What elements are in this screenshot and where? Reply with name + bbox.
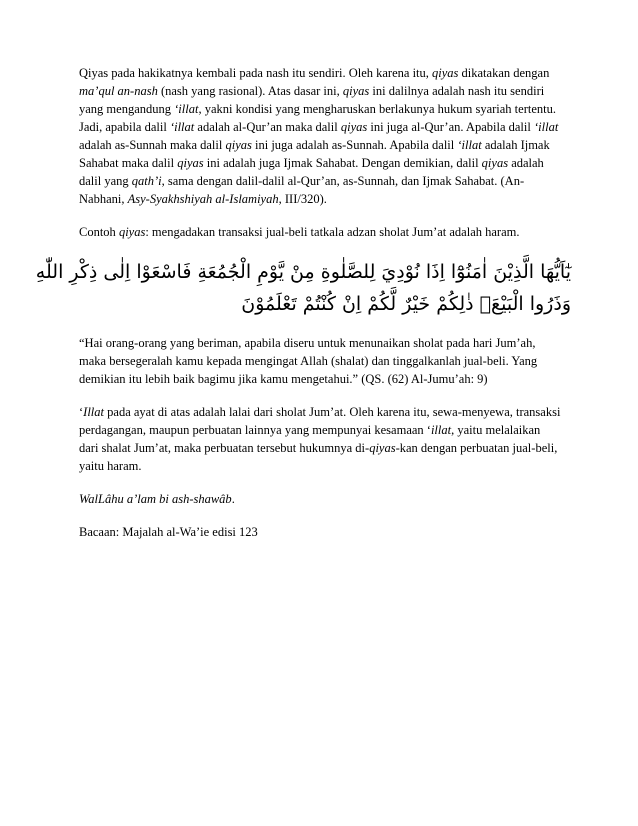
text-span: ini dalilnya adalah nash itu sendiri yang mengandung (79, 84, 545, 116)
italic-term: ‘illat (533, 120, 559, 134)
italic-term: ‘illat (457, 138, 482, 152)
italic-term: qiyas (369, 441, 396, 455)
arabic-verse-line-1: يٰٓاَيُّهَا الَّذِيْنَ اٰمَنُوْٓا اِذَا نُوْدِيَ لِلصَّلٰوةِ مِنْ يَّوْمِ الْجُمُعَةِ فَاسْعَوْا اِلٰى ذِكْرِ اللّٰهِ (35, 261, 571, 283)
text-span: , sama dengan dalil-dalil al-Qur’an, as-Sunnah, dan Ijmak Sahabat. (An-Nabhani, (79, 174, 525, 206)
text-span: ini juga al-Qur’an. Apabila dalil (367, 120, 534, 134)
italic-term: qath’i (131, 174, 162, 188)
italic-term: qiyas (225, 138, 252, 152)
text-span: Qiyas pada hakikatnya kembali pada nash itu sendiri. Oleh karena itu, (79, 66, 433, 80)
italic-term: qiyas (481, 156, 509, 170)
text-span: , yaitu melalaikan dari shalat Jum’at, maka perbuatan tersebut hukumnya di- (79, 423, 541, 455)
text-span: adalah al-Qur’an maka dalil (194, 120, 341, 134)
text-span: adalah as-Sunnah maka dalil (79, 138, 226, 152)
italic-term: ma’qul an-nash (79, 84, 158, 98)
closing-italic: WalLâhu a’lam bi ash-shawâb (79, 492, 232, 506)
italic-term: qiyas (340, 120, 368, 134)
text-span: adalah dalil yang (79, 156, 544, 188)
italic-term: ‘illat (174, 102, 199, 116)
text-span: , III/320). (278, 192, 327, 206)
text-span: ‘ (79, 405, 84, 419)
text-span: ini adalah juga Ijmak Sahabat. Dengan demikian, dalil (203, 156, 482, 170)
paragraph-qiyas-example (79, 223, 561, 241)
italic-term: qiyas (118, 225, 146, 239)
italic-term: Asy-Syakhshiyah al-Islamiyah (127, 192, 279, 206)
paragraph-illat-application (79, 403, 561, 475)
text-span: adalah Ijmak Sahabat maka dalil (79, 138, 550, 170)
arabic-verse (35, 256, 571, 320)
text-span: ini juga adalah as-Sunnah. Apabila dalil (251, 138, 458, 152)
italic-term: qiyas (177, 156, 204, 170)
italic-term: illat (430, 423, 452, 437)
text-span: : mengadakan transaksi jual-beli tatkala adzan sholat Jum’at adalah haram. (145, 225, 520, 239)
italic-term: Illat (83, 405, 105, 419)
italic-term: ‘illat (169, 120, 195, 134)
text-span: , yakni kondisi yang mengharuskan berlakunya hukum syariah tertentu. Jadi, apabila dalil (79, 102, 556, 134)
text-span: pada ayat di atas adalah lalai dari sholat Jum’at. Oleh karena itu, sewa-menyewa, transaksi perdagangan, maupun perbuatan lainnya yang mempunyai kesamaan ‘ (79, 405, 561, 437)
arabic-verse-line-2: وَذَرُوا الْبَيْعَۗ ذٰلِكُمْ خَيْرٌ لَّكُمْ اِنْ كُنْتُمْ تَعْلَمُوْنَ (241, 293, 571, 315)
text-span: (nash yang rasional). Atas dasar ini, (157, 84, 343, 98)
text-span: dikatakan dengan (458, 66, 550, 80)
document-body (35, 64, 571, 556)
paragraph-qiyas-explanation (79, 64, 561, 208)
text-span: -kan dengan perbuatan jual-beli, yaitu haram. (79, 441, 558, 473)
closing-phrase (79, 490, 561, 508)
text-span: Contoh (79, 225, 119, 239)
italic-term: qiyas (342, 84, 370, 98)
italic-term: qiyas (432, 66, 459, 80)
verse-translation: “Hai orang-orang yang beriman, apabila diseru untuk menunaikan sholat pada hari Jum’ah, maka bersegeralah kamu kepada mengingat Allah (shalat) dan tinggalkanlah jual-beli. Yang demikian itu lebih baik bagimu jika kamu mengetahui.” (QS. (62) Al-Jumu’ah: 9) (79, 336, 538, 386)
source-reference: Bacaan: Majalah al-Wa’ie edisi 123 (79, 525, 258, 539)
closing-period: . (231, 492, 235, 506)
